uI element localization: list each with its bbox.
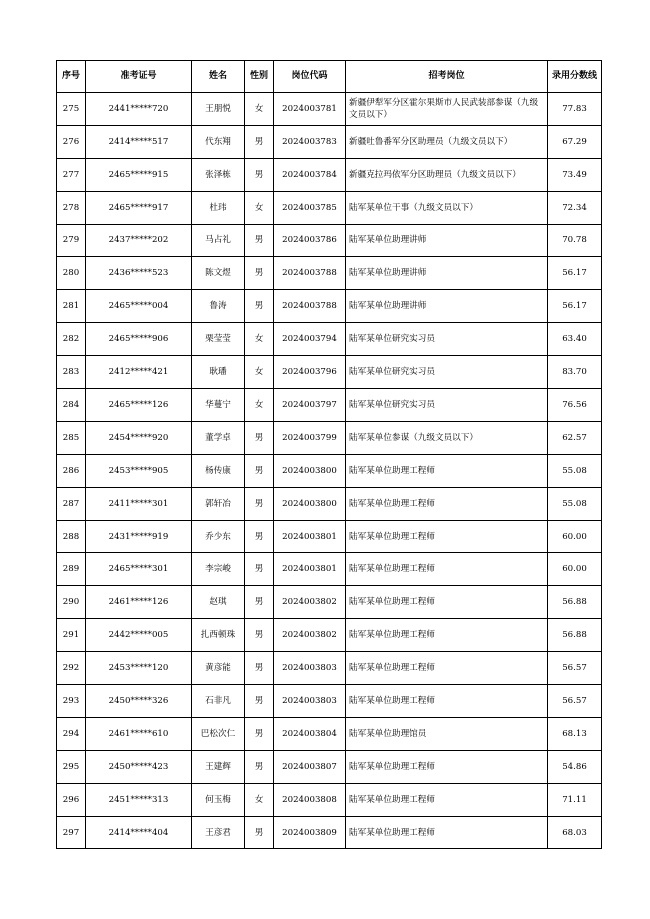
cell-post-code: 2024003797 — [274, 389, 346, 422]
cell-post-code: 2024003802 — [274, 619, 346, 652]
cell-post: 陆军某单位助理工程师 — [346, 750, 548, 783]
cell-exam-id: 2450*****326 — [86, 685, 192, 718]
table-row — [57, 389, 602, 422]
cell-name: 何玉梅 — [192, 783, 245, 816]
cell-name: 乔少东 — [192, 520, 245, 553]
cell-exam-id: 2412*****421 — [86, 356, 192, 389]
cell-no: 280 — [57, 257, 86, 290]
cell-no: 289 — [57, 553, 86, 586]
cell-post-code: 2024003804 — [274, 717, 346, 750]
table-row — [57, 586, 602, 619]
cell-gender: 女 — [245, 783, 274, 816]
table-row — [57, 158, 602, 191]
cell-gender: 男 — [245, 421, 274, 454]
cell-post: 新疆吐鲁番军分区助理员（九级文员以下） — [346, 125, 548, 158]
header-no: 序号 — [57, 61, 86, 93]
cell-post: 陆军某单位参谋（九级文员以下） — [346, 421, 548, 454]
cell-exam-id: 2453*****120 — [86, 652, 192, 685]
cell-score: 72.34 — [548, 191, 602, 224]
cell-exam-id: 2465*****915 — [86, 158, 192, 191]
cell-gender: 女 — [245, 356, 274, 389]
cell-score: 55.08 — [548, 487, 602, 520]
cell-post: 陆军某单位助理工程师 — [346, 553, 548, 586]
cell-score: 56.88 — [548, 586, 602, 619]
header-name: 姓名 — [192, 61, 245, 93]
table-row — [57, 520, 602, 553]
cell-post: 陆军某单位助理工程师 — [346, 652, 548, 685]
cell-no: 296 — [57, 783, 86, 816]
cell-post-code: 2024003800 — [274, 454, 346, 487]
cell-post-code: 2024003783 — [274, 125, 346, 158]
cell-exam-id: 2411*****301 — [86, 487, 192, 520]
cell-name: 王朋悦 — [192, 93, 245, 126]
cell-gender: 男 — [245, 487, 274, 520]
header-post: 招考岗位 — [346, 61, 548, 93]
table-row — [57, 290, 602, 323]
cell-no: 294 — [57, 717, 86, 750]
cell-score: 60.00 — [548, 553, 602, 586]
cell-no: 287 — [57, 487, 86, 520]
cell-no: 278 — [57, 191, 86, 224]
cell-exam-id: 2465*****004 — [86, 290, 192, 323]
cell-gender: 女 — [245, 191, 274, 224]
cell-gender: 男 — [245, 553, 274, 586]
cell-name: 马占礼 — [192, 224, 245, 257]
cell-gender: 女 — [245, 323, 274, 356]
cell-post: 陆军某单位助理讲师 — [346, 257, 548, 290]
cell-score: 56.57 — [548, 685, 602, 718]
cell-post: 陆军某单位研究实习员 — [346, 389, 548, 422]
cell-exam-id: 2454*****920 — [86, 421, 192, 454]
cell-name: 董学卓 — [192, 421, 245, 454]
cell-score: 68.13 — [548, 717, 602, 750]
cell-post: 陆军某单位助理工程师 — [346, 783, 548, 816]
cell-score: 71.11 — [548, 783, 602, 816]
cell-exam-id: 2442*****005 — [86, 619, 192, 652]
cell-name: 华蔓宁 — [192, 389, 245, 422]
cell-gender: 男 — [245, 224, 274, 257]
cell-post-code: 2024003788 — [274, 290, 346, 323]
cell-gender: 男 — [245, 750, 274, 783]
cell-no: 283 — [57, 356, 86, 389]
table-row — [57, 750, 602, 783]
cell-name: 赵琪 — [192, 586, 245, 619]
cell-exam-id: 2414*****517 — [86, 125, 192, 158]
header-gender: 性别 — [245, 61, 274, 93]
cell-no: 286 — [57, 454, 86, 487]
cell-gender: 女 — [245, 389, 274, 422]
cell-post: 新疆伊犁军分区霍尔果斯市人民武装部参谋（九级文员以下） — [346, 93, 548, 126]
cell-post-code: 2024003796 — [274, 356, 346, 389]
cell-post-code: 2024003788 — [274, 257, 346, 290]
cell-post-code: 2024003803 — [274, 652, 346, 685]
cell-name: 杜玮 — [192, 191, 245, 224]
table-row — [57, 816, 602, 849]
cell-exam-id: 2465*****917 — [86, 191, 192, 224]
cell-post: 陆军某单位助理工程师 — [346, 685, 548, 718]
table-row — [57, 619, 602, 652]
cell-post-code: 2024003803 — [274, 685, 346, 718]
cell-exam-id: 2441*****720 — [86, 93, 192, 126]
cell-score: 77.83 — [548, 93, 602, 126]
table-row — [57, 454, 602, 487]
cell-name: 巴松次仁 — [192, 717, 245, 750]
cell-name: 陈文煜 — [192, 257, 245, 290]
cell-no: 281 — [57, 290, 86, 323]
cell-no: 285 — [57, 421, 86, 454]
cell-no: 284 — [57, 389, 86, 422]
table-row — [57, 487, 602, 520]
cell-no: 295 — [57, 750, 86, 783]
cell-name: 黄彦能 — [192, 652, 245, 685]
cell-gender: 男 — [245, 652, 274, 685]
header-post-code: 岗位代码 — [274, 61, 346, 93]
cell-score: 56.57 — [548, 652, 602, 685]
cell-post-code: 2024003781 — [274, 93, 346, 126]
cell-post-code: 2024003794 — [274, 323, 346, 356]
cell-score: 60.00 — [548, 520, 602, 553]
cell-exam-id: 2414*****404 — [86, 816, 192, 849]
cell-name: 代东翔 — [192, 125, 245, 158]
cell-post: 陆军某单位助理讲师 — [346, 224, 548, 257]
cell-name: 耿璠 — [192, 356, 245, 389]
cell-post: 陆军某单位助理馆员 — [346, 717, 548, 750]
cell-score: 56.17 — [548, 290, 602, 323]
cell-name: 李宗峻 — [192, 553, 245, 586]
header-row — [57, 61, 602, 93]
cell-score: 56.17 — [548, 257, 602, 290]
table-row — [57, 125, 602, 158]
cell-post: 新疆克拉玛依军分区助理员（九级文员以下） — [346, 158, 548, 191]
cell-post: 陆军某单位助理工程师 — [346, 619, 548, 652]
table-row — [57, 685, 602, 718]
cell-gender: 男 — [245, 454, 274, 487]
table-row — [57, 783, 602, 816]
cell-name: 扎西顿珠 — [192, 619, 245, 652]
cell-exam-id: 2461*****126 — [86, 586, 192, 619]
cell-exam-id: 2451*****313 — [86, 783, 192, 816]
cell-exam-id: 2465*****906 — [86, 323, 192, 356]
table-body — [57, 93, 602, 849]
cell-score: 62.57 — [548, 421, 602, 454]
cell-post: 陆军某单位助理工程师 — [346, 520, 548, 553]
cell-no: 282 — [57, 323, 86, 356]
cell-score: 67.29 — [548, 125, 602, 158]
cell-post: 陆军某单位助理工程师 — [346, 586, 548, 619]
cell-no: 277 — [57, 158, 86, 191]
cell-name: 郭轩冶 — [192, 487, 245, 520]
cell-post-code: 2024003801 — [274, 520, 346, 553]
cell-no: 293 — [57, 685, 86, 718]
cell-exam-id: 2431*****919 — [86, 520, 192, 553]
cell-post-code: 2024003808 — [274, 783, 346, 816]
cell-gender: 女 — [245, 93, 274, 126]
cell-name: 鲁涛 — [192, 290, 245, 323]
cell-gender: 男 — [245, 816, 274, 849]
results-table — [56, 60, 602, 849]
cell-exam-id: 2465*****301 — [86, 553, 192, 586]
cell-name: 王建辉 — [192, 750, 245, 783]
cell-post-code: 2024003801 — [274, 553, 346, 586]
cell-post-code: 2024003809 — [274, 816, 346, 849]
cell-gender: 男 — [245, 717, 274, 750]
cell-name: 栗莹莹 — [192, 323, 245, 356]
cell-name: 杨传康 — [192, 454, 245, 487]
table-row — [57, 93, 602, 126]
table-row — [57, 224, 602, 257]
cell-exam-id: 2450*****423 — [86, 750, 192, 783]
cell-no: 275 — [57, 93, 86, 126]
cell-no: 292 — [57, 652, 86, 685]
cell-exam-id: 2436*****523 — [86, 257, 192, 290]
table-row — [57, 553, 602, 586]
cell-post-code: 2024003799 — [274, 421, 346, 454]
cell-post-code: 2024003786 — [274, 224, 346, 257]
cell-gender: 男 — [245, 158, 274, 191]
cell-no: 276 — [57, 125, 86, 158]
table-row — [57, 257, 602, 290]
cell-gender: 男 — [245, 586, 274, 619]
cell-no: 288 — [57, 520, 86, 553]
cell-exam-id: 2461*****610 — [86, 717, 192, 750]
header-score: 录用分数线 — [548, 61, 602, 93]
cell-gender: 男 — [245, 290, 274, 323]
cell-score: 83.70 — [548, 356, 602, 389]
cell-no: 291 — [57, 619, 86, 652]
table-row — [57, 356, 602, 389]
cell-score: 63.40 — [548, 323, 602, 356]
cell-gender: 男 — [245, 125, 274, 158]
cell-post-code: 2024003784 — [274, 158, 346, 191]
cell-exam-id: 2465*****126 — [86, 389, 192, 422]
cell-name: 石非凡 — [192, 685, 245, 718]
cell-gender: 男 — [245, 685, 274, 718]
cell-gender: 男 — [245, 257, 274, 290]
cell-gender: 男 — [245, 520, 274, 553]
cell-no: 279 — [57, 224, 86, 257]
table-row — [57, 323, 602, 356]
cell-post-code: 2024003785 — [274, 191, 346, 224]
table-row — [57, 717, 602, 750]
table-row — [57, 421, 602, 454]
cell-gender: 男 — [245, 619, 274, 652]
header-exam-id: 准考证号 — [86, 61, 192, 93]
cell-exam-id: 2437*****202 — [86, 224, 192, 257]
table-row — [57, 652, 602, 685]
cell-post: 陆军某单位干事（九级文员以下） — [346, 191, 548, 224]
cell-score: 54.86 — [548, 750, 602, 783]
cell-post-code: 2024003800 — [274, 487, 346, 520]
cell-score: 56.88 — [548, 619, 602, 652]
cell-score: 70.78 — [548, 224, 602, 257]
cell-post: 陆军某单位助理工程师 — [346, 454, 548, 487]
cell-post-code: 2024003807 — [274, 750, 346, 783]
cell-name: 张泽栋 — [192, 158, 245, 191]
cell-no: 290 — [57, 586, 86, 619]
cell-post: 陆军某单位助理讲师 — [346, 290, 548, 323]
cell-post: 陆军某单位研究实习员 — [346, 356, 548, 389]
cell-post-code: 2024003802 — [274, 586, 346, 619]
cell-post: 陆军某单位助理工程师 — [346, 487, 548, 520]
table-header — [57, 61, 602, 93]
cell-score: 55.08 — [548, 454, 602, 487]
cell-no: 297 — [57, 816, 86, 849]
table-row — [57, 191, 602, 224]
cell-name: 王彦君 — [192, 816, 245, 849]
cell-post: 陆军某单位助理工程师 — [346, 816, 548, 849]
cell-score: 68.03 — [548, 816, 602, 849]
cell-exam-id: 2453*****905 — [86, 454, 192, 487]
cell-score: 76.56 — [548, 389, 602, 422]
cell-post: 陆军某单位研究实习员 — [346, 323, 548, 356]
cell-score: 73.49 — [548, 158, 602, 191]
